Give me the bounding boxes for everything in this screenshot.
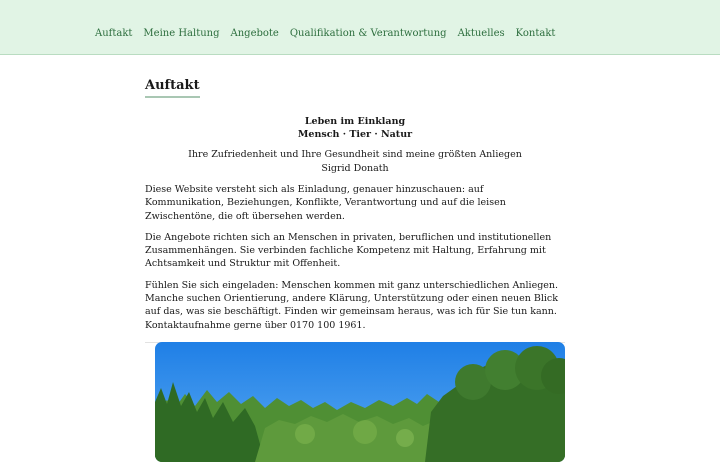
tagline-block	[145, 148, 565, 175]
nav-link-kontakt[interactable]: Kontakt	[515, 28, 556, 39]
tagline-text: Ihre Zufriedenheit und Ihre Gesundheit sind meine größten Anliegen	[188, 149, 522, 160]
foliage-highlight	[396, 429, 414, 447]
nav-item-kontakt	[516, 21, 556, 41]
nav-link-aktuelles[interactable]: Aktuelles	[457, 28, 505, 39]
offers-paragraph: Die Angebote richten sich an Menschen in privaten, beruflichen und institutionellen Zusammenhängen. Sie verbinden fachliche Kompetenz mit Haltung, Erfahrung mit Achtsamkeit und Struktur mit Offenheit.	[145, 231, 552, 270]
motto-block	[145, 115, 565, 141]
nav-item-qualifikation	[290, 21, 447, 41]
foliage-highlight	[353, 420, 377, 444]
nav-link-qualifikation[interactable]: Qualifikation & Verantwortung	[289, 28, 447, 39]
nav-link-meine-haltung[interactable]: Meine Haltung	[143, 28, 220, 39]
forest-illustration	[155, 342, 565, 462]
nav-item-aktuelles	[458, 21, 505, 41]
intro-paragraph: Diese Website versteht sich als Einladung, genauer hinzuschauen: auf Kommunikation, Beziehungen, Konflikte, Verantwortung und auf die leisen Zwischentöne, die oft übersehen werden.	[145, 184, 506, 222]
nav-menu	[95, 21, 555, 41]
nav-link-auftakt[interactable]: Auftakt	[95, 28, 133, 39]
nav-link-angebote[interactable]: Angebote	[230, 28, 279, 39]
invitation-paragraph: Fühlen Sie sich eingeladen: Menschen kommen mit ganz unterschiedlichen Anliegen. Manche suchen Orientierung, andere Klärung, Unterstützung oder einen neuen Blick auf das, was sie beschäftigt. Finden wir gemeinsam heraus, was ich für Sie tun kann. Kontaktaufnahme gerne über 0170 100 1961.	[145, 279, 559, 331]
main-content	[145, 74, 565, 343]
forest-hero-image	[155, 342, 565, 462]
nav-item-auftakt	[95, 21, 132, 41]
motto-line-1: Leben im Einklang	[304, 116, 406, 127]
foliage-highlight	[295, 424, 315, 444]
motto-line-2: Mensch · Tier · Natur	[297, 129, 413, 140]
nav-item-meine-haltung	[143, 21, 219, 41]
author-name: Sigrid Donath	[321, 162, 389, 174]
nav-item-angebote	[231, 21, 279, 41]
top-navigation	[0, 0, 720, 55]
page-title: Auftakt	[145, 77, 200, 98]
